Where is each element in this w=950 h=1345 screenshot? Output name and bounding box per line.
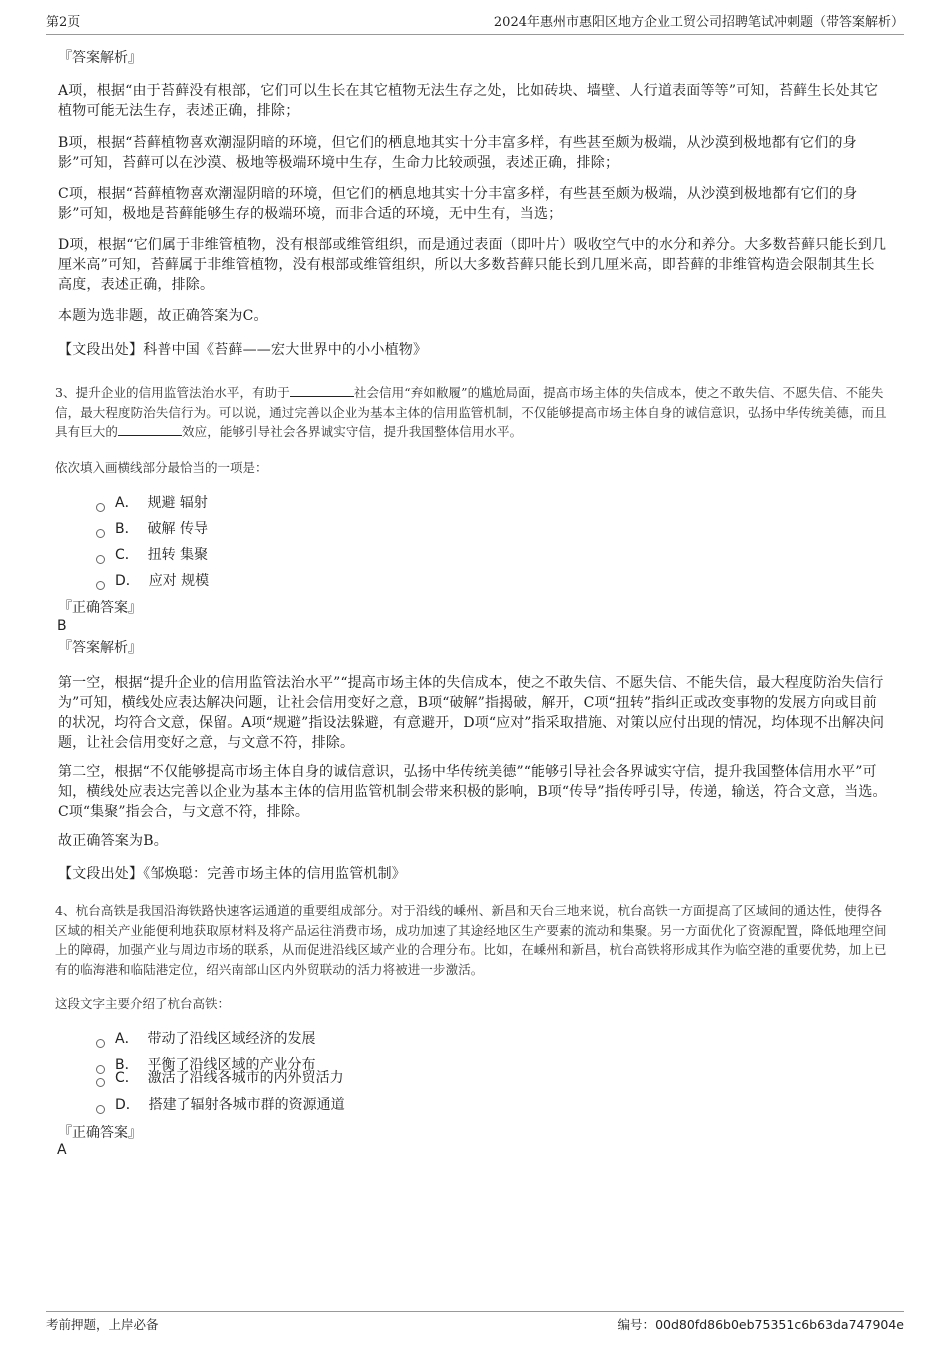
- q2-analysis-tag: 『答案解析』: [58, 50, 142, 66]
- q3-option-c[interactable]: C． 扭转 集聚: [115, 547, 209, 563]
- document-title: 2024年惠州市惠阳区地方企业工贸公司招聘笔试冲刺题（带答案解析）: [493, 15, 904, 30]
- q2-analysis-c: C项，根据“苔藓植物喜欢潮湿阴暗的环境，但它们的栖息地其实十分丰富多样，有些甚至颇为极端，从沙漠到极地都有它们的身影”可知，极地是苔藓能够生存的极端环境，而非合适的环境，无中生有，当选；: [58, 186, 858, 222]
- q3-answer: B: [57, 618, 67, 634]
- q4-option-d[interactable]: D． 搭建了辐射各城市群的资源通道: [115, 1097, 345, 1113]
- q2-analysis-b: B项，根据“苔藓植物喜欢潮湿阴暗的环境，但它们的栖息地其实十分丰富多样，有些甚至颇为极端，从沙漠到极地都有它们的身影”可知，苔藓可以在沙漠、极地等极端环境中生存，生命力比较顽强，表述正确，排除；: [58, 135, 857, 171]
- q2-analysis-d: D项，根据“它们属于非维管植物，没有根部或维管组织，而是通过表面（即叶片）吸收空气中的水分和养分。大多数苔藓只能长到几厘米高”可知，苔藓属于非维管植物，没有根部或维管组织，所以大多数苔藓只能长到几厘米高，即苔藓的非维管构造会限制其生长高度，表述正确，排除。: [58, 237, 887, 293]
- q4-option-d-radio[interactable]: [96, 1105, 105, 1114]
- q3-analysis-tag: 『答案解析』: [58, 640, 142, 656]
- footer-slogan: 考前押题，上岸必备: [46, 1317, 159, 1332]
- q3-analysis-1: 第一空，根据“提升企业的信用监管法治水平”“提高市场主体的失信成本，使之不敢失信、不愿失信、不能失信，最大程度防治失信行为”可知，横线处应表达解决问题，让社会信用变好之意，B项“破解”指揭破，解开，C项“扭转”指纠正或改变事物的发展方向或目前的状况，均符合文意，保留。A项“规避”指设法躲避，有意避开，D项“应对”指采取措施、对策以应付出现的情况，均体现不出解决问题，让社会信用变好之意，与文意不符，排除。: [58, 675, 885, 751]
- q3-option-b-radio[interactable]: [96, 529, 105, 538]
- q4-option-c-radio[interactable]: [96, 1078, 105, 1087]
- q3-option-b[interactable]: B． 破解 传导: [115, 521, 208, 537]
- page-footer: [46, 1311, 904, 1334]
- q4-option-b[interactable]: B． 平衡了沿线区域的产业分布: [115, 1057, 316, 1073]
- q2-source: 【文段出处】科普中国《苔藓——宏大世界中的小小植物》: [58, 342, 428, 358]
- document-code: 编号：00d80fd86b0eb75351c6b63da747904e: [617, 1317, 904, 1332]
- q4-stem: 4、杭台高铁是我国沿海铁路快速客运通道的重要组成部分。对于沿线的嵊州、新昌和天台三地来说，杭台高铁一方面提高了区域间的通达性，使得各区域的相关产业能便利地获取原材料及将产品运往消费市场，成功加速了其途经地区生产要素的流动和集聚。另一方面优化了资源配置，降低地理空间上的障碍，加强产业与周边市场的联系，从而促进沿线区域产业的合理分布。比如，在嵊州和新昌，杭台高铁将形成其作为临空港的重要优势，加上已有的临海港和临陆港定位，绍兴南部山区内外贸联动的活力将被进一步激活。: [55, 903, 887, 977]
- q3-prompt: 依次填入画横线部分最恰当的一项是：: [55, 460, 268, 475]
- q4-option-a[interactable]: A． 带动了沿线区域经济的发展: [115, 1031, 316, 1047]
- page-header: [46, 12, 904, 35]
- q3-option-d[interactable]: D． 应对 规模: [115, 573, 210, 589]
- q4-option-c[interactable]: C． 激活了沿线各城市的内外贸活力: [115, 1070, 344, 1086]
- q3-option-a[interactable]: A． 规避 辐射: [115, 495, 208, 511]
- page-number: 第2页: [46, 15, 81, 30]
- q2-conclusion: 本题为选非题，故正确答案为C。: [58, 308, 268, 324]
- q3-blank-2: [118, 423, 182, 436]
- q4-option-b-radio[interactable]: [96, 1065, 105, 1074]
- q4-option-a-radio[interactable]: [96, 1039, 105, 1048]
- q3-stem: 3、提升企业的信用监管法治水平，有助于 社会信用“弃如敝履”的尴尬局面，提高市场主体的失信成本，使之不敢失信、不愿失信、不能失信，最大程度防治失信行为。可以说，通过完善以企业为基本主体的信用监管机制，不仅能够提高市场主体自身的诚信意识，弘扬中华传统美德，而且具有巨大的 效应，能够引导社会各界诚实守信，提升我国整体信用水平。: [55, 385, 887, 439]
- q2-analysis-a: A项，根据“由于苔藓没有根部，它们可以生长在其它植物无法生存之处，比如砖块、墙壁、人行道表面等等”可知，苔藓生长处其它植物可能无法生存，表述正确，排除；: [58, 83, 879, 119]
- q3-blank-1: [290, 384, 354, 397]
- q4-prompt: 这段文字主要介绍了杭台高铁：: [55, 996, 231, 1011]
- q3-option-c-radio[interactable]: [96, 555, 105, 564]
- q3-analysis-2: 第二空，根据“不仅能够提高市场主体自身的诚信意识，弘扬中华传统美德”“能够引导社会各界诚实守信，提升我国整体信用水平”可知，横线处应表达完善以企业为基本主体的信用监管机制会带来积极的影响，B项“传导”指传呼引导，传递，输送，符合文意，当选。C项“集聚”指会合，与文意不符，排除。: [58, 764, 887, 820]
- q3-correct-tag: 『正确答案』: [58, 600, 142, 616]
- q3-source: 【文段出处】《邹焕聪：完善市场主体的信用监管机制》: [58, 866, 406, 882]
- q3-option-d-radio[interactable]: [96, 581, 105, 590]
- q4-answer: A: [57, 1142, 67, 1158]
- q3-conclusion: 故正确答案为B。: [58, 833, 168, 849]
- q3-option-a-radio[interactable]: [96, 503, 105, 512]
- q4-correct-tag: 『正确答案』: [58, 1125, 142, 1141]
